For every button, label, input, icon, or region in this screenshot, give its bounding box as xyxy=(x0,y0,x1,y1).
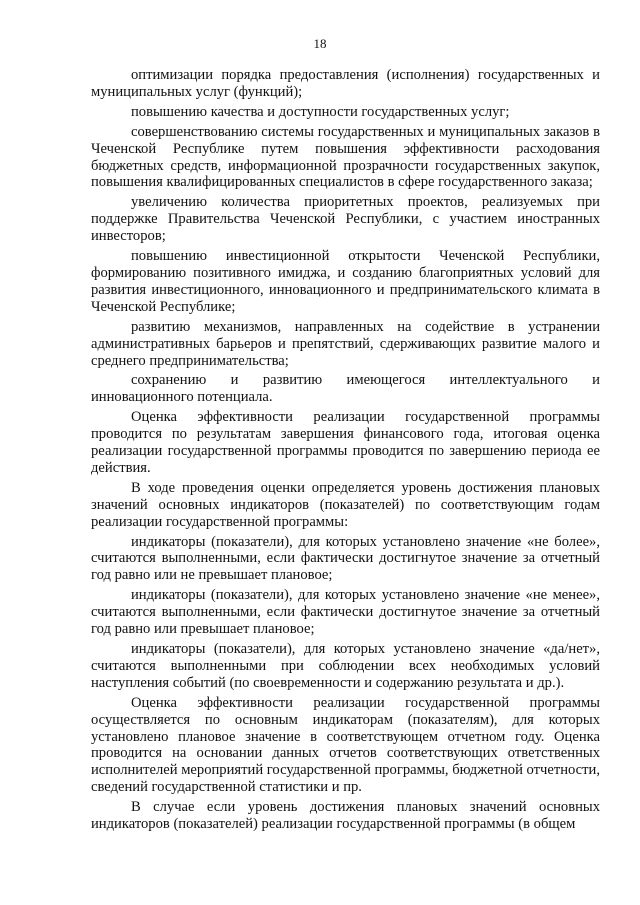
paragraph-procurement: совершенствованию системы государственных и муниципальных заказов в Чеченской Республике путем повышения эффективности расходования бюджетных средств, информационной прозрачности государственных закупок, повышения квалифицированных специалистов в сфере государственного заказа; xyxy=(91,123,600,191)
page-number: 18 xyxy=(313,36,327,51)
paragraph-optimization: оптимизации порядка предоставления (исполнения) государственных и муниципальных услуг (функций); xyxy=(91,67,600,100)
paragraph-quality: повышению качества и доступности государственных услуг; xyxy=(131,103,510,120)
paragraph-evaluation-timing: Оценка эффективности реализации государственной программы проводится по результатам завершения финансового года, итоговая оценка реализации государственной программы проводится по завершению периода ее действия. xyxy=(91,409,600,476)
paragraph-indicators-not-more: индикаторы (показатели), для которых установлено значение «не более», считаются выполненными, если фактически достигнутое значение за отчетный год равно или не превышает плановое; xyxy=(91,533,600,584)
paragraph-achievement-level: В случае если уровень достижения плановых значений основных индикаторов (показателей) реализации государственной программы (в общем xyxy=(91,799,600,833)
document-body xyxy=(91,67,600,836)
paragraph-indicators-not-less: индикаторы (показатели), для которых установлено значение «не менее», считаются выполненными, если фактически достигнутое значение за отчетный год равно или превышает плановое; xyxy=(91,587,600,638)
paragraph-investment-openness: повышению инвестиционной открытости Чеченской Республики, формированию позитивного имиджа, и созданию благоприятных условий для развития инвестиционного, инновационного и предпринимательского климата в Чеченской Республике; xyxy=(91,248,600,315)
paragraph-priority-projects: увеличению количества приоритетных проектов, реализуемых при поддержке Правительства Чеченской Республики, с участием иностранных инвесторов; xyxy=(91,194,600,245)
paragraph-potential: сохранению и развитию имеющегося интеллектуального и инновационного потенциала. xyxy=(91,372,600,406)
paragraph-evaluation-process: В ходе проведения оценки определяется уровень достижения плановых значений основных индикаторов (показателей) по соответствующим годам реализации государственной программы: xyxy=(91,479,600,530)
paragraph-evaluation-basis: Оценка эффективности реализации государственной программы осуществляется по основным индикаторам (показателям), для которых установлено плановое значение в соответствующем отчетном году. Оценка проводится на основании данных отчетов соответствующих ответственных исполнителей мероприятий государственной программы, бюджетной отчетности, сведений государственной статистики и пр. xyxy=(91,694,600,796)
paragraph-barriers: развитию механизмов, направленных на содействие в устранении административных барьеров и препятствий, сдерживающих развитие малого и среднего предпринимательства; xyxy=(91,318,600,369)
paragraph-indicators-yes-no: индикаторы (показатели), для которых установлено значение «да/нет», считаются выполненными при соблюдении всех необходимых условий наступления событий (по своевременности и содержанию результата и др.). xyxy=(91,641,600,691)
